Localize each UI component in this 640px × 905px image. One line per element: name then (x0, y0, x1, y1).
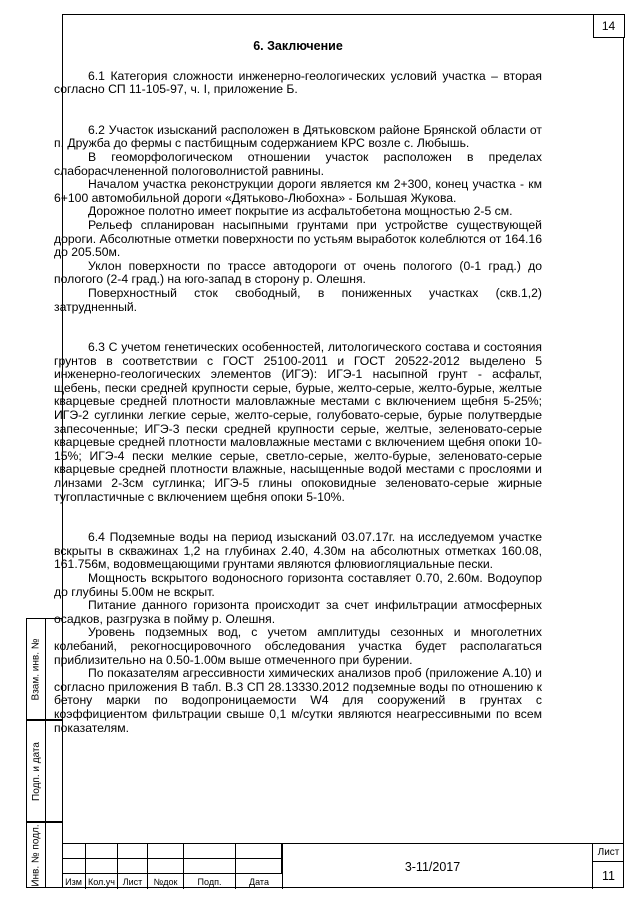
paragraph-geomorph: В геоморфологическом отношении участок расположен в пределах слаборасчлененной пологоволнистой равнины. (54, 149, 542, 178)
margin-field-inv-podl (26, 822, 62, 888)
paragraph-aquifer-thickness: Мощность вскрытого водоносного горизонта составляет 0.70, 2.60м. Водоупор до глубины 5.00м не вскрыт. (54, 571, 542, 599)
page-number: 14 (593, 14, 625, 38)
paragraph-runoff: Поверхностный сток свободный, в пониженных участках (скв.1,2) затрудненный. (54, 285, 542, 314)
paragraph-slope: Уклон поверхности по трассе автодороги от очень пологого (0-1 град.) до пологого (2-4 град.) на юго-запад в сторону р. Олешня. (54, 258, 542, 287)
header-list: Лист (118, 874, 148, 889)
header-kol-uch: Кол.уч (86, 874, 118, 889)
paragraph-aggressiveness: По показателям агрессивности химических анализов проб (приложение А.10) и согласно приложения В табл. В.3 СП 28.13330.2012 подземные воды по отношению к бетону марки по водопроницаемости W4 для сооружений в грунтах с коэффициентом фильтрации свыше 0,1 м/сутки являются неагрессивными по всем показателям. (54, 666, 542, 735)
margin-label-podp-data: Подп. и дата (30, 741, 42, 801)
sheet-number: 11 (592, 862, 624, 889)
paragraph-6-3: 6.3 С учетом генетических особенностей, литологического состава и состояния грунтов в соответствии с ГОСТ 25100-2011 и ГОСТ 20522-2012 выделено 5 инженерно-геологических элементов (ИГЭ): ИГЭ-1 насыпной грунт - асфальт, щебень, пески средней крупности серые, бурые, желто-серые, желто-бурые, желтые кварцевые средней плотности маловлажные местами с включением щебня 5-25%; ИГЭ-2 суглинки легкие серые, желто-серые, голубовато-серые, бурые полутвердые запесоченные; ИГЭ-3 пески средней крупности серые, желтые, зеленовато-серые кварцевые средней плотности маловлажные местами с включением щебня опоки 10-15%; ИГЭ-4 пески мелкие серые, светло-серые, желто-бурые, зеленовато-серые кварцевые средней плотности влажные, насыщенные водой местами с прослоями и линзами 2-3см суглинка; ИГЭ-5 глины опоковидные зеленовато-серые жирные тугопластичные с включением щебня опоки 5-10%. (54, 340, 542, 504)
margin-field-podp-data (26, 720, 62, 822)
paragraph-road-start: Началом участка реконструкции дороги является км 2+300, конец участка - км 6+100 автомобильной дороги «Дятьково-Любохна» - Большая Жукова. (54, 177, 542, 205)
margin-label-inv-podl: Инв. № подл. (30, 823, 42, 887)
paragraph-relief: Рельеф спланирован насыпными грунтами при устройстве существующей дороги. Абсолютные отметки поверхности по устьям выработок колеблются от 164.16 до 205.50м. (54, 217, 542, 260)
paragraph-6-1: 6.1 Категория сложности инженерно-геологических условий участка – вторая согласно СП 11-105-97, ч. I, приложение Б. (54, 68, 542, 97)
document-body (54, 40, 542, 735)
paragraph-road-surface: Дорожное полотно имеет покрытие из асфальтобетона мощностью 2-5 см. (88, 204, 513, 219)
paragraph-6-2: 6.2 Участок изысканий расположен в Дятьковском районе Брянской области от п. Дружба до фермы с пастбищным содержанием КРС возле с. Любышь. (54, 122, 542, 151)
header-ndok: №док (148, 874, 184, 889)
paragraph-recharge: Питание данного горизонта происходит за счет инфильтрации атмосферных осадков, разгрузка в пойму р. Олешня. (54, 598, 542, 626)
margin-label-inv-vzam: Взам. инв. № (30, 638, 42, 700)
paragraph-groundwater-level: Уровень подземных вод, с учетом амплитуды сезонных и многолетних колебаний, рекогносцировочного обследования участка будет располагаться приблизительно на 0.50-1.00м выше отмеченного при бурении. (54, 625, 542, 667)
header-podp: Подп. (184, 874, 236, 889)
document-code: 3-11/2017 (282, 844, 582, 889)
sheet-label: Лист (592, 844, 624, 862)
margin-field-inv-vzam (26, 618, 62, 720)
header-data: Дата (249, 876, 269, 887)
section-title: 6. Заключение (253, 39, 343, 53)
title-block (62, 843, 624, 888)
header-izm: Изм (62, 874, 86, 889)
paragraph-6-4: 6.4 Подземные воды на период изысканий 03.07.17г. на исследуемом участке вскрыты в скважинах 1,2 на глубинах 2.40, 4.30м на абсолютных отметках 160.08, 161.756м, водовмещающими грунтами являются флювиогляциальные пески. (54, 530, 542, 572)
